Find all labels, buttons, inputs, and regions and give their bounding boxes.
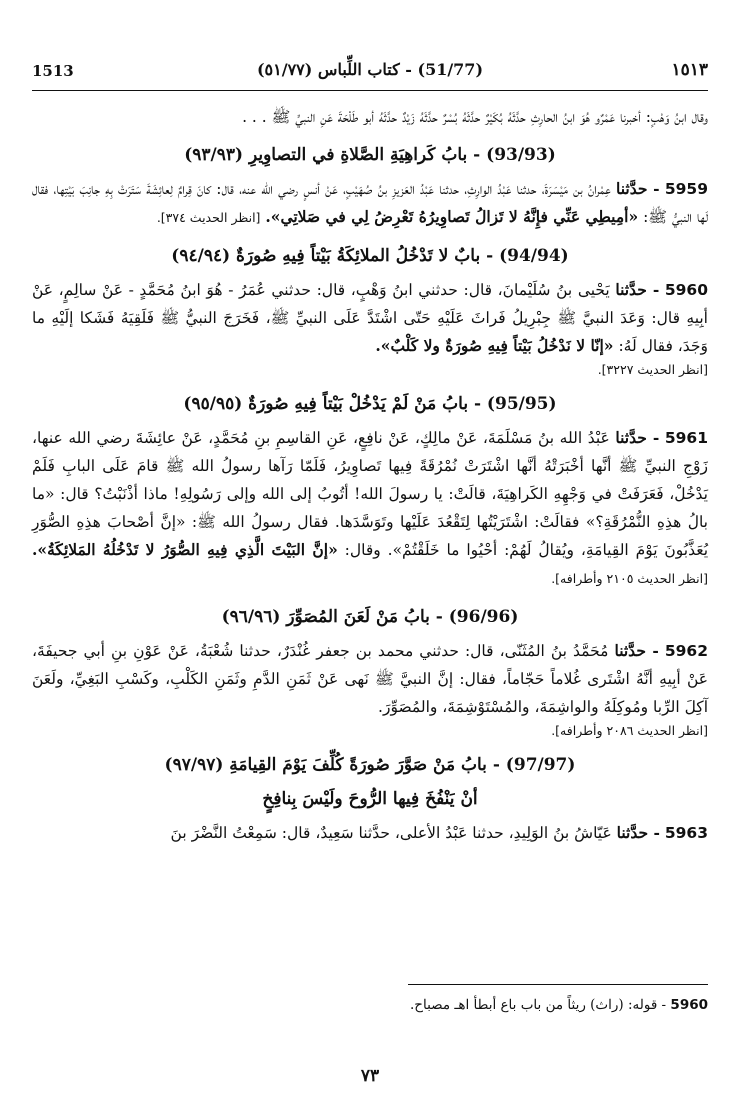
hadith-text: يَحْيى بنُ سُلَيْمانَ، قال: حدثني ابنُ وَهْبٍ، قال: حدثني عُمَرُ - هُوَ ابنُ مُحَمَّدٍ - عَنْ سالِمٍ، عَنْ أبِيهِ قال: وَعَدَ النبيَّ ﷺ جِبْرِيلُ فَراثَ عَلَيْهِ حَتّى اشْتَدَّ عَلَى النبيِّ ﷺ، فَخَرَجَ النبيُّ ﷺ فَلَقِيَهُ فَشَكا إلَيْهِ ما وَجَدَ، فقال لَهُ: bbox=[32, 281, 708, 355]
chapter-heading-97: (97/97) - بابُ مَنْ صَوَّرَ صُورَةً كُلِّفَ يَوْمَ القِيامَةِ (٩٧/٩٧) bbox=[164, 755, 576, 775]
page-number-arabic: ١٥١٣ bbox=[671, 60, 708, 80]
hadith-number: 5962 bbox=[664, 642, 708, 660]
footer-page-number: ٧٣ bbox=[360, 1066, 380, 1086]
hadith-5963 bbox=[32, 819, 708, 847]
hadith-lead: - حدَّثنا bbox=[615, 428, 660, 447]
chapter-subheading-97: أنْ يَنْفُخَ فِيها الرُّوحَ ولَيْسَ بِنافِخٍ bbox=[262, 789, 478, 809]
hadith-text: مُحَمَّدُ بنُ المُثَنّى، قال: حدثني محمد بن جعفر غُنْدَرٌ، حدثنا شُعْبَةُ، عَنْ عَوْنِ بنِ أبي جحيفَةَ، عَنْ أبِيهِ أنَّهُ اشْتَرى غُلاماً حَجّاماً، فقال: إنَّ النبيَّ ﷺ نَهى عَنْ ثَمَنِ الدَّمِ وثَمَنِ الكَلْبِ، وكَسْبِ البَغِيِّ، ولَعَنَ آكِلَ الرِّبا ومُوكِلَهُ والواشِمَةَ، والمُسْتَوْشِمَةَ، والمُصَوِّرَ. bbox=[32, 642, 708, 716]
cross-reference: [انظر الحديث ٢٠٨٦ وأطرافه]. bbox=[551, 723, 708, 738]
hadith-5960 bbox=[32, 276, 708, 360]
chapter-heading-93: (93/93) - بابُ كَراهِيَةِ الصَّلاةِ في التصاوِيرِ (٩٣/٩٣) bbox=[184, 145, 556, 165]
chapter-heading-96: (96/96) - بابُ مَنْ لَعَنَ المُصَوِّرَ (٩٦/٩٦) bbox=[221, 607, 519, 627]
page-header bbox=[32, 56, 708, 91]
footnote-number: 5960 bbox=[670, 997, 708, 1013]
hadith-lead: - حدَّثنا bbox=[614, 641, 659, 660]
page-number-latin: 1513 bbox=[32, 62, 74, 80]
prophetic-quote: «إنّا لا نَدْخُلُ بَيْتاً فِيهِ صُورَةٌ ولا كَلْبٌ». bbox=[375, 336, 614, 355]
prophetic-quote: «إنَّ البَيْتَ الَّذِي فِيهِ الصُّوَرُ لا تَدْخُلُهُ المَلائِكَةُ». bbox=[32, 540, 338, 559]
hadith-5959 bbox=[32, 175, 708, 232]
running-title: (51/77) - كتاب اللِّباس (٥١/٧٧) bbox=[256, 60, 484, 79]
footnote-divider bbox=[408, 984, 708, 985]
cross-reference: [انظر الحديث ٣٢٢٧]. bbox=[597, 362, 708, 377]
hadith-lead: - حدَّثنا bbox=[616, 179, 660, 198]
footnote bbox=[32, 994, 708, 1016]
cross-reference: [انظر الحديث ٣٧٤]. bbox=[156, 210, 261, 225]
hadith-number: 5961 bbox=[664, 429, 708, 447]
hadith-5961 bbox=[32, 424, 708, 593]
cross-reference: [انظر الحديث ٢١٠٥ وأطرافه]. bbox=[551, 571, 708, 586]
hadith-lead: - حدَّثنا bbox=[616, 823, 660, 842]
book-page bbox=[32, 56, 709, 1086]
intro-paragraph: وقال ابنُ وَهْبٍ: أخبرنا عَمْرٌو هُوَ ابنُ الحارِثِ حدَّثَهُ بُكَيْرٌ حدَّثَهُ بُسْرٌ حدَّثَهُ زَيْدٌ حدَّثَهُ أبو طَلْحَةَ عَنِ النبيِّ ﷺ . . . bbox=[242, 108, 708, 126]
hadith-number: 5959 bbox=[664, 180, 708, 198]
hadith-text: عَبْدُ الله بنُ مَسْلَمَةَ، عَنْ مالِكٍ، عَنْ نافِعٍ، عَنِ القاسِمِ بنِ مُحَمَّدٍ، عَنْ عائِشَةَ رضي الله عنها، زَوْجِ النبيِّ ﷺ أنَّها أخْبَرَتْهُ أنَّها اشْتَرَتْ نُمْرُقَةً فِيها تَصاوِيرُ، فَلَمّا رَآها رسولُ الله ﷺ قامَ عَلَى البابِ فَلَمْ يَدْخُلْ، فَعَرَفَتْ في وَجْهِهِ الكَراهِيَةَ، قالَتْ: يا رسولَ الله! أتُوبُ إلى الله وإلى رَسُولِهِ! ماذا أذْنَبْتُ؟ قال: «ما بالُ هذِهِ النُّمْرُقَةِ؟» فقالَتْ: اشْتَرَيْتُها لِتَقْعُدَ عَلَيْها وتَوَسَّدَها. فقال رسولُ الله ﷺ: «إنَّ أصْحابَ هذِهِ الصُّوَرِ يُعَذَّبُونَ يَوْمَ القِيامَةِ، ويُقالُ لَهُمْ: أحْيُوا ما خَلَقْتُمْ». وقال: bbox=[32, 429, 709, 559]
footnote-text: - قوله: (راث) ريثاً من باب باع أبطأ اهـ مصباح. bbox=[409, 997, 667, 1013]
hadith-5962 bbox=[32, 637, 708, 721]
prophetic-quote: «أمِيطِي عَنِّي فإِنَّهُ لا تَزالُ تَصاوِيرُهُ تَعْرِضُ لِي في صَلاتِي». bbox=[265, 207, 639, 226]
hadith-lead: - حدَّثنا bbox=[615, 280, 660, 299]
hadith-number: 5960 bbox=[664, 281, 708, 299]
hadith-text: عَيّاشُ بنُ الوَلِيدِ، حدثنا عَبْدُ الأعلى، حدَّثنا سَعِيدٌ، قال: سَمِعْتُ النَّضْرَ بنَ bbox=[170, 824, 612, 842]
page-body bbox=[32, 103, 708, 847]
chapter-heading-95: (95/95) - بابُ مَنْ لَمْ يَدْخُلْ بَيْتاً فِيهِ صُورَةٌ (٩٥/٩٥) bbox=[183, 394, 557, 414]
chapter-heading-94: (94/94) - بابٌ لا تَدْخُلُ الملائِكَةُ بَيْتاً فِيهِ صُورَةٌ (٩٤/٩٤) bbox=[171, 246, 569, 266]
hadith-text: عِمْرانُ بن مَيْسَرَةَ، حدثنا عَبْدُ الوارِثِ، حدثنا عَبْدُ العَزيزِ بنُ صُهَيْبٍ، عَنْ أنسٍ رضي الله عنه، قال: كانَ قِرامٌ لِعائِشَةَ سَتَرَتْ بِهِ جانِبَ بَيْتِها، فقال لَها النبيُّ ﷺ: bbox=[32, 180, 708, 226]
hadith-number: 5963 bbox=[664, 824, 708, 842]
